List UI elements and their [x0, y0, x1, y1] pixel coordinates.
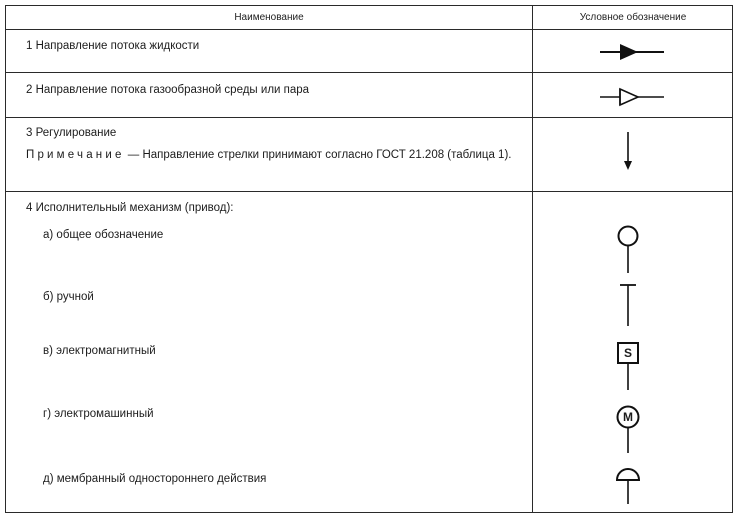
- liquid-flow-arrow-icon: [600, 44, 664, 60]
- row-4-text: 4 Исполнительный механизм (привод):: [26, 202, 234, 214]
- regulation-arrow-icon: [622, 132, 634, 172]
- subitem-a-text: а) общее обозначение: [43, 229, 164, 241]
- actuator-manual-icon: [619, 284, 637, 326]
- table-row: [6, 191, 732, 513]
- subitem-c-text: в) электромагнитный: [43, 345, 156, 357]
- header-symbol: Условное обозначение: [579, 12, 687, 23]
- note-label: Примечание: [26, 149, 125, 161]
- actuator-membrane-icon: [615, 468, 641, 504]
- row-3-note: [26, 148, 531, 163]
- actuator-general-icon: [617, 225, 639, 273]
- electromagnetic-letter: S: [623, 346, 632, 360]
- gas-flow-arrow-icon: [600, 88, 664, 106]
- motor-letter: M: [623, 410, 633, 424]
- table-row: [6, 117, 732, 191]
- table-row: [6, 29, 732, 72]
- symbols-table: [5, 5, 733, 513]
- row-3-text: 3 Регулирование: [26, 127, 117, 139]
- subitem-d-text: г) электромашинный: [43, 408, 154, 420]
- note-text: — Направление стрелки принимают согласно ГОСТ 21.208 (таблица 1).: [124, 149, 512, 161]
- table-header-row: [6, 6, 732, 29]
- row-1-text: 1 Направление потока жидкости: [26, 40, 200, 52]
- header-name: Наименование: [234, 12, 304, 23]
- row-2-text: 2 Направление потока газообразной среды или пара: [26, 84, 310, 96]
- table-row: [6, 72, 732, 117]
- subitem-e-text: д) мембранный одностороннего действия: [43, 473, 267, 485]
- subitem-b-text: б) ручной: [43, 291, 94, 303]
